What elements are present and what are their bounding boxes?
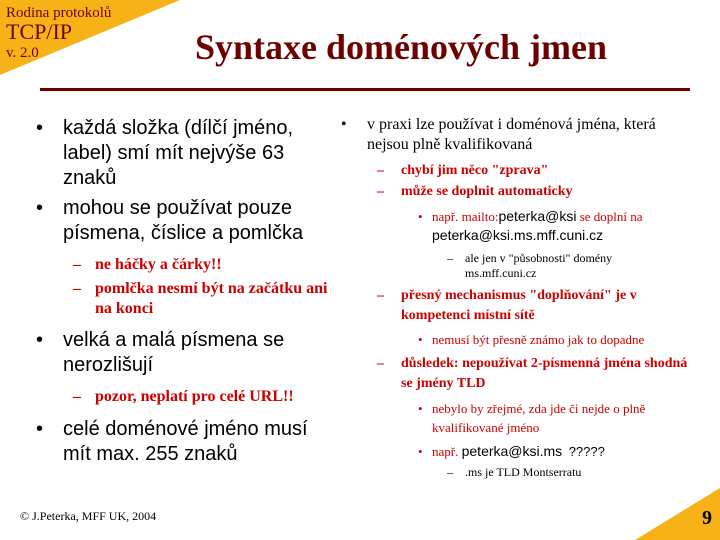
series-version: v. 2.0 — [6, 45, 39, 61]
bullet-dot: • — [36, 418, 44, 440]
dash-bullet: – — [377, 288, 384, 303]
right-sub-3-note-text: nemusí být přesně známo jak to dopadne — [432, 332, 645, 347]
left-bullet-3 — [36, 328, 308, 378]
footer — [20, 509, 156, 524]
right-sub-4-note-3-text: .ms je TLD Montserratu — [465, 465, 582, 479]
dash-bullet: – — [447, 251, 453, 265]
left-bullet-4-text: celé doménové jméno musí mít max. 255 znaků — [63, 418, 308, 465]
dash-bullet: – — [73, 388, 81, 405]
left-bullet-1 — [36, 116, 338, 191]
right-sub-2 — [377, 182, 692, 202]
example-2-prefix: např. — [432, 444, 459, 459]
footer-author: J.Peterka, MFF UK, 2004 — [32, 509, 157, 523]
right-sub-2-text: může se doplnit automaticky — [401, 184, 573, 199]
example-middle: se doplní na — [576, 209, 643, 224]
bullet-dot: • — [418, 401, 423, 416]
right-column — [341, 115, 692, 480]
dash-bullet: – — [447, 465, 453, 479]
page-number: 9 — [702, 507, 712, 529]
right-sub-1-text: chybí jim něco "zprava" — [401, 163, 549, 178]
right-sub-4 — [377, 354, 696, 394]
bullet-dot: • — [418, 209, 423, 224]
example-2-suffix: ????? — [568, 444, 605, 459]
bullet-dot: • — [36, 197, 44, 219]
left-column — [36, 116, 338, 467]
left-sub-2-2 — [73, 279, 338, 319]
left-sub-3-1-text: pozor, neplatí pro celé URL!! — [95, 388, 294, 405]
left-bullet-4 — [36, 417, 338, 467]
slide-title: Syntaxe doménových jmen — [195, 27, 607, 67]
bullet-dot: • — [36, 329, 44, 351]
example-full-address: peterka@ksi.ms.mff.cuni.cz — [432, 227, 604, 243]
left-bullet-3-text: velká a malá písmena se nerozlišují — [63, 329, 285, 376]
series-name: TCP/IP — [6, 19, 73, 44]
left-bullet-2 — [36, 196, 338, 246]
copyright-symbol: © — [20, 509, 30, 523]
right-sub-1 — [377, 161, 692, 181]
right-sub-3 — [377, 286, 691, 326]
left-sub-2-1 — [73, 255, 338, 275]
right-sub-4-note-1 — [418, 399, 697, 437]
left-sub-3-1 — [73, 387, 338, 407]
dash-bullet: – — [377, 356, 384, 371]
example-prefix: např. mailto: — [432, 209, 499, 224]
right-sub-2-note-text: ale jen v "působnosti" domény ms.mff.cuni.cz — [465, 251, 613, 280]
bullet-dot: • — [36, 117, 44, 139]
title-underline — [40, 88, 690, 91]
right-bullet-1 — [341, 115, 692, 155]
left-sub-2-1-text: ne háčky a čárky!! — [95, 256, 222, 273]
bullet-dot: • — [418, 332, 423, 347]
bullet-dot: • — [341, 116, 347, 133]
dash-bullet: – — [73, 256, 81, 273]
example-address: peterka@ksi — [498, 208, 577, 224]
left-bullet-2-text: mohou se používat pouze písmena, číslice a pomlčka — [63, 197, 304, 244]
right-sub-3-text: přesný mechanismus "doplňování" je v kompetenci místní sítě — [401, 288, 637, 323]
left-bullet-1-text: každá složka (dílčí jméno, label) smí mít nejvýše 63 znaků — [63, 117, 294, 189]
right-sub-4-note-1-text: nebylo by zřejmé, zda jde či nejde o plně kvalifikované jméno — [432, 401, 646, 435]
right-sub-4-text: důsledek: nepoužívat 2-písmenná jména shodná se jmény TLD — [401, 356, 688, 391]
right-sub-2-note — [447, 251, 675, 281]
dash-bullet: – — [377, 184, 384, 199]
right-sub-3-note — [418, 330, 692, 349]
dash-bullet: – — [73, 280, 81, 297]
left-sub-2-2-text: pomlčka nesmí být na začátku ani na konci — [95, 280, 328, 317]
series-title: Rodina protokolů — [6, 5, 112, 21]
right-sub-2-example — [418, 207, 692, 245]
dash-bullet: – — [377, 163, 384, 178]
right-bullet-1-text: v praxi lze používat i doménová jména, která nejsou plně kvalifikovaná — [367, 116, 656, 153]
right-sub-4-note-2 — [418, 442, 692, 461]
example-2-address: peterka@ksi.ms — [461, 443, 563, 459]
bullet-dot: • — [418, 444, 423, 459]
right-sub-4-note-3 — [447, 465, 692, 480]
